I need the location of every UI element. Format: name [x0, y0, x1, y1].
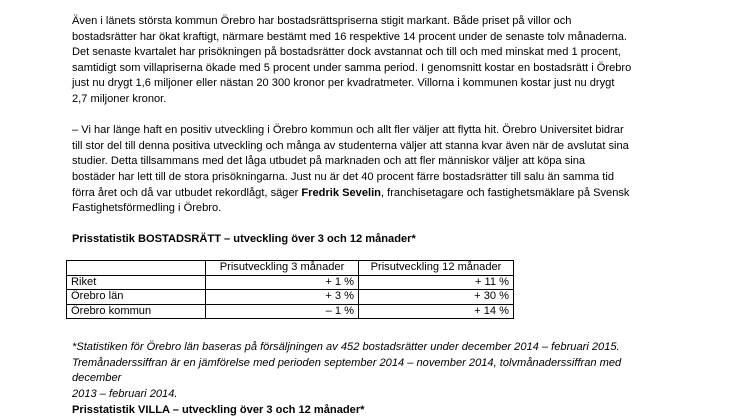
row-label: Riket: [67, 275, 206, 290]
heading-villa: Prisstatistik VILLA – utveckling över 3 och 12 månader*: [72, 404, 365, 416]
footnote: [72, 340, 672, 402]
p2-line-4: bostäder har lett till de stora prisökningarna. Just nu är det 40 procent färre bostadsrätter till salu än samma tid: [72, 170, 615, 183]
row-value-3m: + 3 %: [206, 290, 359, 305]
footnote-line-1: *Statistiken för Örebro län baseras på försäljningen av 452 bostadsrätter under december 2014 – februari 2015.: [72, 341, 620, 353]
p1-line-6: 2,7 miljoner kronor.: [72, 92, 167, 105]
heading-bostadsratt: Prisstatistik BOSTADSRÄTT – utveckling över 3 och 12 månader*: [72, 233, 416, 246]
p2-line-3: studier. Detta tillsammans med det låga utbudet på marknaden och att fler människor väljer att köpa sina: [72, 155, 586, 168]
footnote-line-2: Tremånaderssiffran är en jämförelse med perioden september 2014 – november 2014, tolvmånaderssiffran med december: [72, 356, 622, 385]
price-stats-table: [66, 260, 514, 319]
p2-line-6: Fastighetsförmedling i Örebro.: [72, 202, 222, 215]
p2-line-5-after: , franchisetagare och fastighetsmäklare på Svensk: [380, 186, 630, 199]
table-header-blank: [67, 261, 206, 276]
table-row: [67, 290, 514, 305]
p2-line-2: till stor del till denna positiva utveckling och många av studenterna väljer att stanna kvar även när de avslutat sina: [72, 139, 629, 152]
p1-line-3: Det senaste kvartalet har prisökningen på bostadsrätter dock avstannat och till och med minskat med 1 procent,: [72, 46, 621, 59]
table-row: [67, 275, 514, 290]
footnote-line-3: 2013 – februari 2014.: [72, 387, 178, 400]
paragraph-orebro-prices: [72, 14, 672, 108]
p2-line-5-before: förra året och då var utbudet rekordlågt, säger: [72, 186, 302, 199]
p1-line-2: bostadsrätter har ökat kraftigt, närmare bestämt med 16 respektive 14 procent under de senaste tolv månaderna.: [72, 30, 627, 43]
table-header-3-months: Prisutveckling 3 månader: [206, 261, 359, 276]
table-header-12-months: Prisutveckling 12 månader: [359, 261, 514, 276]
row-value-3m: – 1 %: [206, 304, 359, 319]
article-body: [72, 14, 672, 261]
row-value-12m: + 30 %: [359, 290, 514, 305]
row-value-12m: + 14 %: [359, 304, 514, 319]
p1-line-4: samtidigt som villapriserna ökade med 5 procent under samma period. I genomsnitt kostar en bostadsrätt i Örebro: [72, 61, 632, 74]
p2-line-1: – Vi har länge haft en positiv utveckling i Örebro kommun och allt fler väljer att flytta hit. Örebro Universitet bidrar: [72, 124, 624, 137]
row-value-12m: + 11 %: [359, 275, 514, 290]
p1-line-5: just nu drygt 1,6 miljoner eller nästan 20 300 kronor per kvadratmeter. Villorna i kommunen kostar just nu drygt: [72, 77, 615, 90]
table-header-row: [67, 261, 514, 276]
speaker-name: Fredrik Sevelin: [301, 186, 381, 199]
row-label: Örebro kommun: [67, 304, 206, 319]
row-value-3m: + 1 %: [206, 275, 359, 290]
row-label: Örebro län: [67, 290, 206, 305]
p1-line-1: Även i länets största kommun Örebro har bostadsrättspriserna stigit markant. Både priset på villor och: [72, 15, 572, 27]
paragraph-quote: [72, 123, 672, 217]
table-row: [67, 304, 514, 319]
